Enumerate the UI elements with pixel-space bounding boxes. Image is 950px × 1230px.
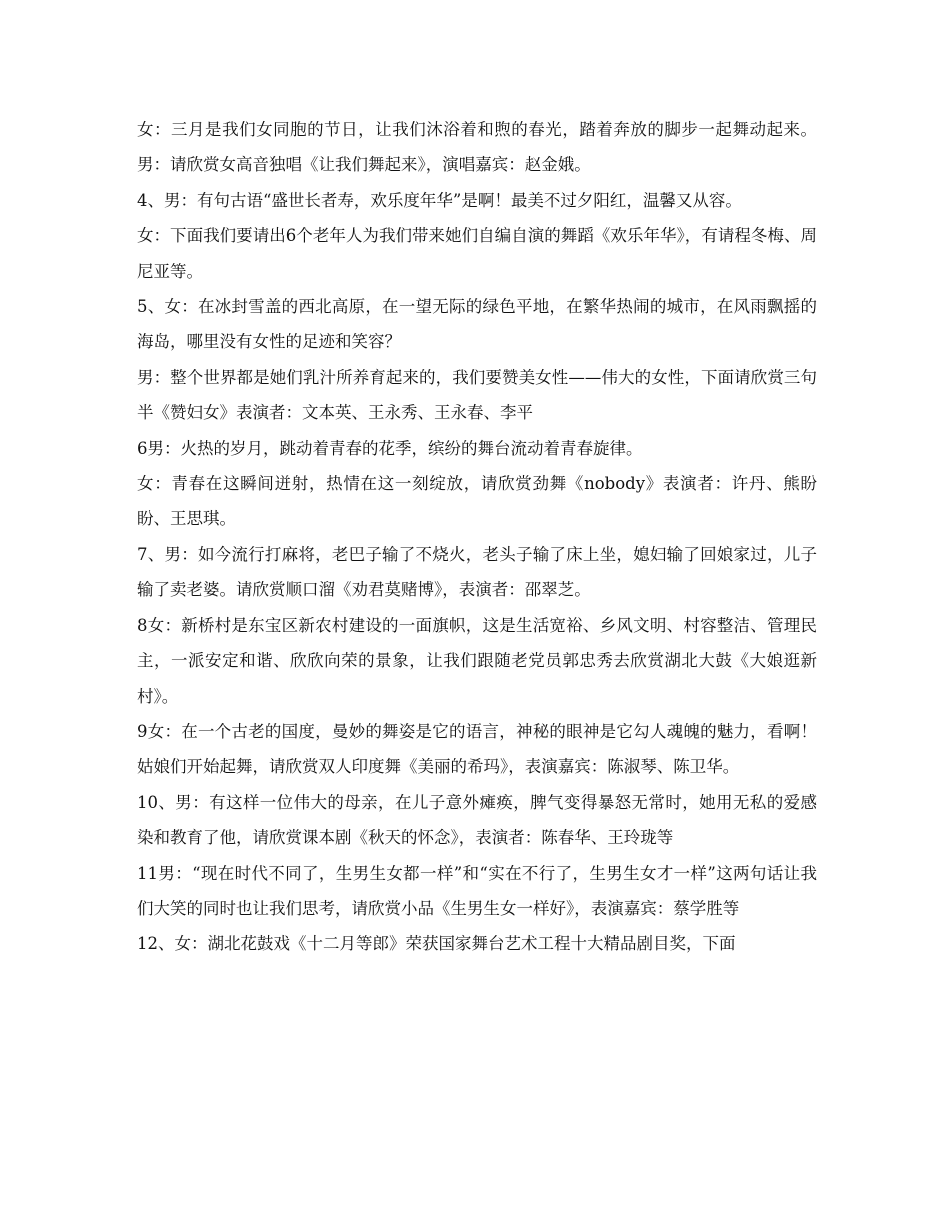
paragraph-8-woman: 8女：新桥村是东宝区新农村建设的一面旗帜，这是生活宽裕、乡风文明、村容整洁、管理民主，一派安定和谐、欣欣向荣的景象，让我们跟随老党员郭忠秀去欣赏湖北大鼓《大娘逛新村》。	[137, 615, 817, 706]
document-body	[137, 112, 817, 962]
paragraph-7-man: 7、男：如今流行打麻将，老巴子输了不烧火，老头子输了床上坐，媳妇输了回娘家过，儿子输了卖老婆。请欣赏顺口溜《劝君莫赌博》，表演者：邵翠芝。	[137, 544, 817, 600]
paragraph-intro-women: 女：三月是我们女同胞的节日，让我们沐浴着和煦的春光，踏着奔放的脚步一起舞动起来。男：请欣赏女高音独唱《让我们舞起来》，演唱嘉宾：赵金娥。	[137, 120, 817, 175]
paragraph-6-man: 6男：火热的岁月，跳动着青春的花季，缤纷的舞台流动着青春旋律。	[137, 438, 643, 458]
paragraph-5-man: 男：整个世界都是她们乳汁所养育起来的，我们要赞美女性——伟大的女性，下面请欣赏三句半《赞妇女》表演者：文本英、王永秀、王永春、李平	[137, 367, 817, 423]
paragraph-6-woman: 女：青春在这瞬间迸射，热情在这一刻绽放，请欣赏劲舞《nobody》表演者：许丹、熊盼盼、王思琪。	[137, 474, 817, 529]
paragraph-4-man: 4、男：有句古语“盛世长者寿，欢乐度年华”是啊！最美不过夕阳红，温馨又从容。	[137, 190, 742, 210]
paragraph-4-woman: 女：下面我们要请出6个老年人为我们带来她们自编自演的舞蹈《欢乐年华》，有请程冬梅、周尼亚等。	[137, 226, 817, 281]
paragraph-12-woman: 12、女：湖北花鼓戏《十二月等郎》荣获国家舞台艺术工程十大精品剧目奖，下面	[137, 934, 736, 954]
paragraph-9-woman: 9女：在一个古老的国度，曼妙的舞姿是它的语言，神秘的眼神是它勾人魂魄的魅力，看啊！姑娘们开始起舞，请欣赏双人印度舞《美丽的希玛》，表演嘉宾：陈淑琴、陈卫华。	[137, 721, 817, 777]
paragraph-10-man: 10、男：有这样一位伟大的母亲，在儿子意外瘫痪，脾气变得暴怒无常时，她用无私的爱感染和教育了他，请欣赏课本剧《秋天的怀念》，表演者：陈春华、王玲珑等	[137, 792, 817, 848]
paragraph-5-woman: 5、女：在冰封雪盖的西北高原，在一望无际的绿色平地，在繁华热闹的城市，在风雨飘摇的海岛，哪里没有女性的足迹和笑容？	[137, 297, 817, 352]
paragraph-11-man: 11男：“现在时代不同了，生男生女都一样”和“实在不行了，生男生女才一样”这两句话让我们大笑的同时也让我们思考，请欣赏小品《生男生女一样好》，表演嘉宾：蔡学胜等	[137, 863, 817, 918]
